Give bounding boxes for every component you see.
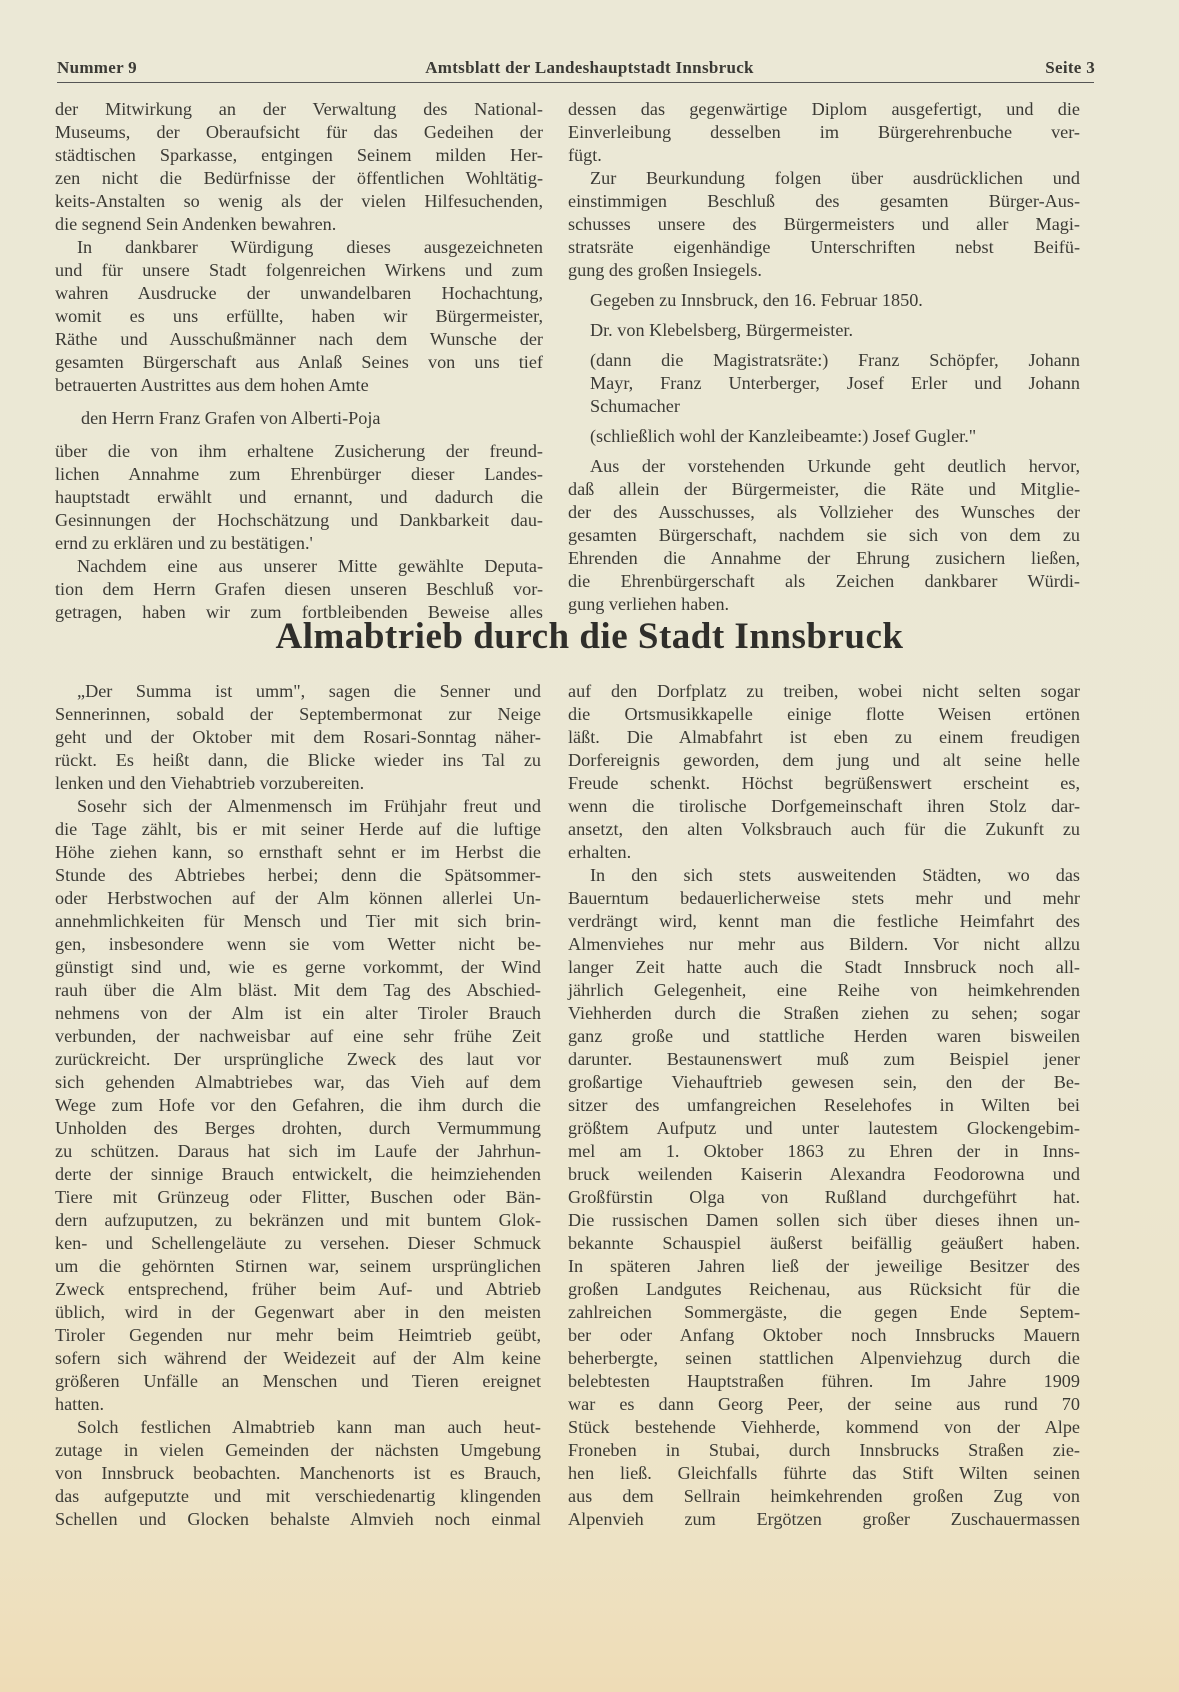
text-line: gesamten Bürgerschaft, nachdem sie sich von dem zu xyxy=(568,525,1080,545)
text-line: schusses unsere des Bürgermeisters und aller Magi- xyxy=(568,214,1080,234)
text-line: Einverleibung desselben im Bürgerehrenbuche ver- xyxy=(568,122,1080,142)
text-line: wahren Ausdrucke der unwandelbaren Hochachtung, xyxy=(55,283,543,303)
paragraph xyxy=(55,236,543,397)
text-line: Räthe und Ausschußmänner nach dem Wunsche der xyxy=(55,329,543,349)
text-line: annehmlichkeiten für Mensch und Tier mit sich brin- xyxy=(55,911,541,931)
text-line: beherbergte, seinen stattlichen Alpenviehzug durch die xyxy=(568,1348,1080,1368)
text-line: hatten. xyxy=(55,1394,104,1414)
text-line: größeren Unfälle an Menschen und Tieren ereignet xyxy=(55,1371,541,1391)
text-line: In den sich stets ausweitenden Städten, wo das xyxy=(590,865,1080,885)
text-line: das aufgeputzte und mit verschiedenartig klingenden xyxy=(55,1486,541,1506)
paragraph xyxy=(55,407,543,430)
text-line: ber oder Anfang Oktober noch Innsbrucks Mauern xyxy=(568,1325,1080,1345)
text-line: Froneben in Stubai, durch Innsbrucks Straßen zie- xyxy=(568,1440,1080,1460)
paragraph xyxy=(55,1416,541,1531)
text-line: auf den Dorfplatz zu treiben, wobei nicht selten sogar xyxy=(568,681,1080,701)
text-line: größtem Aufputz und unter lautestem Glockengebim- xyxy=(568,1118,1080,1138)
article-title: Almabtrieb durch die Stadt Innsbruck xyxy=(275,616,904,657)
text-line: jährlich Gelegenheit, eine Reihe von heimkehrenden xyxy=(568,980,1080,1000)
text-line: gen, insbesondere wenn sie vom Wetter nicht be- xyxy=(55,934,541,954)
text-line: über die von ihm erhaltene Zusicherung der freund- xyxy=(55,441,543,461)
text-line: tion dem Herrn Grafen diesen unseren Beschluß vor- xyxy=(55,579,543,599)
text-line: Sosehr sich der Almenmensch im Frühjahr freut und xyxy=(77,796,541,816)
text-line: Zur Beurkundung folgen über ausdrücklichen und xyxy=(590,168,1080,188)
text-line: der Mitwirkung an der Verwaltung des National- xyxy=(55,99,543,119)
text-line: Gesinnungen der Hochschätzung und Dankbarkeit dau- xyxy=(55,510,543,530)
paragraph xyxy=(55,98,543,236)
text-line: nehmens von der Alm ist ein alter Tiroler Brauch xyxy=(55,1003,541,1023)
text-line: Aus der vorstehenden Urkunde geht deutlich hervor, xyxy=(590,456,1080,476)
text-line: einstimmigen Beschluß des gesamten Bürger-Aus- xyxy=(568,191,1080,211)
text-line: Großfürstin Olga von Rußland durchgeführt hat. xyxy=(568,1187,1080,1207)
text-line: Wege zum Hofe vor den Gefahren, die ihm durch die xyxy=(55,1095,541,1115)
text-line: Zweck entsprechend, früher beim Auf- und Abtrieb xyxy=(55,1279,541,1299)
text-line: langer Zeit hatte auch die Stadt Innsbruck noch all- xyxy=(568,957,1080,977)
text-line: belebtesten Hauptstraßen führen. Im Jahre 1909 xyxy=(568,1371,1080,1391)
text-line: bruck weilenden Kaiserin Alexandra Feodorowna und xyxy=(568,1164,1080,1184)
text-line: um die gehörnten Stirnen war, seinem ursprünglichen xyxy=(55,1256,541,1276)
text-line: die segnend Sein Andenken bewahren. xyxy=(55,214,337,234)
text-line: sitzer des umfangreichen Reselehofes in Wilten bei xyxy=(568,1095,1080,1115)
text-line: dern aufzuputzen, zu bekränzen und mit buntem Glok- xyxy=(55,1210,541,1230)
paragraph xyxy=(55,440,543,555)
text-line: hen ließ. Gleichfalls führte das Stift Wilten seinen xyxy=(568,1463,1080,1483)
text-line: Stück bestehende Viehherde, kommend von der Alpe xyxy=(568,1417,1080,1437)
issue-number: Nummer 9 xyxy=(57,58,137,77)
text-line: war es dann Georg Peer, der seine aus rund 70 xyxy=(568,1394,1080,1414)
text-line: hauptstadt erwählt und ernannt, und dadurch die xyxy=(55,487,543,507)
paragraph xyxy=(568,167,1080,282)
text-line: darunter. Bestaunenswert muß zum Beispiel jener xyxy=(568,1049,1080,1069)
text-line: gesamten Bürgerschaft aus Anlaß Seines von uns tief xyxy=(55,352,543,372)
text-line: Mayr, Franz Unterberger, Josef Erler und Johann xyxy=(590,373,1080,393)
text-line: lenken und den Viehabtrieb vorzubereiten. xyxy=(55,773,365,793)
text-line: Schumacher xyxy=(590,396,680,416)
text-line: daß allein der Bürgermeister, die Räte und Mitglie- xyxy=(568,479,1080,499)
text-line: zutage in vielen Gemeinden der nächsten Umgebung xyxy=(55,1440,541,1460)
text-line: Solch festlichen Almabtrieb kann man auch heut- xyxy=(77,1417,541,1437)
text-line: „Der Summa ist umm", sagen die Senner und xyxy=(77,681,541,701)
page-number: Seite 3 xyxy=(1045,58,1095,77)
text-line: Höhe ziehen kann, so ernsthaft sehnt er im Herbst die xyxy=(55,842,541,862)
text-line: dessen das gegenwärtige Diplom ausgefertigt, und die xyxy=(568,99,1080,119)
text-line: Dorfereignis geworden, dem jung und alt seine helle xyxy=(568,750,1080,770)
text-line: Schellen und Glocken behalste Almvieh noch einmal xyxy=(55,1509,541,1529)
text-line: sofern sich während der Weidezeit auf der Alm keine xyxy=(55,1348,541,1368)
text-line: zurückreicht. Der ursprüngliche Zweck des laut vor xyxy=(55,1049,541,1069)
text-line: Museums, der Oberaufsicht für das Gedeihen der xyxy=(55,122,543,142)
paragraph xyxy=(568,319,1080,342)
text-line: Unholden des Berges drohten, durch Vermummung xyxy=(55,1118,541,1138)
paragraph xyxy=(568,98,1080,167)
text-line: verdrängt wird, kennt man die festliche Heimfahrt des xyxy=(568,911,1080,931)
text-line: ernd zu erklären und zu bestätigen.' xyxy=(55,533,313,553)
text-line: zahlreichen Sommergäste, die gegen Ende Septem- xyxy=(568,1302,1080,1322)
text-line: stratsräte eigenhändige Unterschriften nebst Beifü- xyxy=(568,237,1080,257)
paragraph xyxy=(55,555,543,624)
text-line: rauh über die Alm bläst. Mit dem Tag des Abschied- xyxy=(55,980,541,1000)
text-line: Freude schenkt. Höchst begrüßenswert erscheint es, xyxy=(568,773,1080,793)
lower-left-column xyxy=(55,680,541,1531)
text-line: Stunde des Abtriebes herbei; denn die Spätsommer- xyxy=(55,865,541,885)
header-rule xyxy=(57,82,1094,83)
paragraph xyxy=(568,455,1080,616)
text-line: gung verliehen haben. xyxy=(568,594,730,614)
text-line: städtischen Sparkasse, entgingen Seinem milden Her- xyxy=(55,145,543,165)
text-line: Die russischen Damen sollen sich über dieses ihnen un- xyxy=(568,1210,1080,1230)
text-line: womit es uns erfüllte, haben wir Bürgermeister, xyxy=(55,306,543,326)
lower-right-column xyxy=(568,680,1080,1531)
text-line: (dann die Magistratsräte:) Franz Schöpfer, Johann xyxy=(590,350,1080,370)
text-line: In dankbarer Würdigung dieses ausgezeichneten xyxy=(77,237,543,257)
text-line: Alpenvieh zum Ergötzen großer Zuschauermassen xyxy=(568,1509,1080,1529)
text-line: die Ortsmusikkapelle einige flotte Weisen ertönen xyxy=(568,704,1080,724)
text-line: Bauerntum bedauerlicherweise stets mehr und mehr xyxy=(568,888,1080,908)
text-line: wenn die tirolische Dorfgemeinschaft ihren Stolz dar- xyxy=(568,796,1080,816)
text-line: Tiere mit Grünzeug oder Flitter, Buschen oder Bän- xyxy=(55,1187,541,1207)
text-line: Ehrenden die Annahme der Ehrung zusichern ließen, xyxy=(568,548,1080,568)
text-line: Sennerinnen, sobald der Septembermonat zur Neige xyxy=(55,704,541,724)
publication-title: Amtsblatt der Landeshauptstadt Innsbruck xyxy=(425,58,754,77)
text-line: ansetzt, den alten Volksbrauch auch für die Zukunft zu xyxy=(568,819,1080,839)
text-line: die Ehrenbürgerschaft als Zeichen dankbarer Würdi- xyxy=(568,571,1080,591)
text-line: großartige Viehauftrieb gewesen sein, den der Be- xyxy=(568,1072,1080,1092)
text-line: verbunden, der nachweisbar auf eine sehr frühe Zeit xyxy=(55,1026,541,1046)
text-line: gung des großen Insiegels. xyxy=(568,260,762,280)
text-line: aus dem Sellrain heimkehrenden großen Zug von xyxy=(568,1486,1080,1506)
text-line: die Tage zählt, bis er mit seiner Herde auf die luftige xyxy=(55,819,541,839)
paragraph xyxy=(568,680,1080,864)
text-line: fügt. xyxy=(568,145,602,165)
text-line: sich gehenden Almabtriebes war, das Vieh auf dem xyxy=(55,1072,541,1092)
paragraph xyxy=(568,425,1080,448)
paragraph xyxy=(568,864,1080,1531)
text-line: erhalten. xyxy=(568,842,632,862)
text-line: ganz große und stattliche Herden waren bisweilen xyxy=(568,1026,1080,1046)
text-line: rückt. Es heißt dann, die Blicke wieder ins Tal zu xyxy=(55,750,541,770)
text-line: derte der sinnige Brauch entwickelt, die heimziehenden xyxy=(55,1164,541,1184)
text-line: zen nicht die Bedürfnisse der öffentlichen Wohltätig- xyxy=(55,168,543,188)
upper-right-column xyxy=(568,98,1080,616)
text-line: Viehherden durch die Straßen ziehen zu sehen; sogar xyxy=(568,1003,1080,1023)
text-line: großen Landgutes Reichenau, aus Rücksicht für die xyxy=(568,1279,1080,1299)
text-line: bekannte Schauspiel äußerst beifällig geäußert haben. xyxy=(568,1233,1080,1253)
text-line: oder Herbstwochen auf der Alm können allerlei Un- xyxy=(55,888,541,908)
text-line: günstigt sind und, wie es gerne vorkommt, der Wind xyxy=(55,957,541,977)
text-line: den Herrn Franz Grafen von Alberti-Poja xyxy=(81,408,381,428)
text-line: mel am 1. Oktober 1863 zu Ehren der in Inns- xyxy=(568,1141,1080,1161)
text-line: von Innsbruck beobachten. Manchenorts ist es Brauch, xyxy=(55,1463,541,1483)
paragraph xyxy=(55,680,541,795)
text-line: getragen, haben wir zum fortbleibenden Beweise alles xyxy=(55,602,543,622)
text-line: geht und der Oktober mit dem Rosari-Sonntag näher- xyxy=(55,727,541,747)
text-line: ken- und Schellengeläute zu versehen. Dieser Schmuck xyxy=(55,1233,541,1253)
text-line: betrauerten Austrittes aus dem hohen Amte xyxy=(55,375,369,395)
text-line: der des Ausschusses, als Vollzieher des Wunsches der xyxy=(568,502,1080,522)
text-line: und für unsere Stadt folgenreichen Wirkens und zum xyxy=(55,260,543,280)
text-line: Tiroler Gegenden nur mehr beim Heimtrieb geübt, xyxy=(55,1325,541,1345)
upper-left-column xyxy=(55,98,543,624)
text-line: üblich, wird in der Gegenwart aber in den meisten xyxy=(55,1302,541,1322)
text-line: Dr. von Klebelsberg, Bürgermeister. xyxy=(590,320,853,340)
text-line: (schließlich wohl der Kanzleibeamte:) Josef Gugler." xyxy=(590,426,977,446)
text-line: Almenviehes nur mehr aus Bildern. Vor nicht allzu xyxy=(568,934,1080,954)
text-line: keits-Anstalten so wenig als der vielen Hilfesuchenden, xyxy=(55,191,543,211)
text-line: Nachdem eine aus unserer Mitte gewählte Deputa- xyxy=(77,556,543,576)
paragraph xyxy=(568,289,1080,312)
text-line: läßt. Die Almabfahrt ist eben zu einem freudigen xyxy=(568,727,1080,747)
text-line: In späteren Jahren ließ der jeweilige Besitzer des xyxy=(568,1256,1080,1276)
text-line: lichen Annahme zum Ehrenbürger dieser Landes- xyxy=(55,464,543,484)
paragraph xyxy=(55,795,541,1416)
paragraph xyxy=(568,349,1080,418)
text-line: Gegeben zu Innsbruck, den 16. Februar 1850. xyxy=(590,290,923,310)
text-line: zu schützen. Daraus hat sich im Laufe der Jahrhun- xyxy=(55,1141,541,1161)
